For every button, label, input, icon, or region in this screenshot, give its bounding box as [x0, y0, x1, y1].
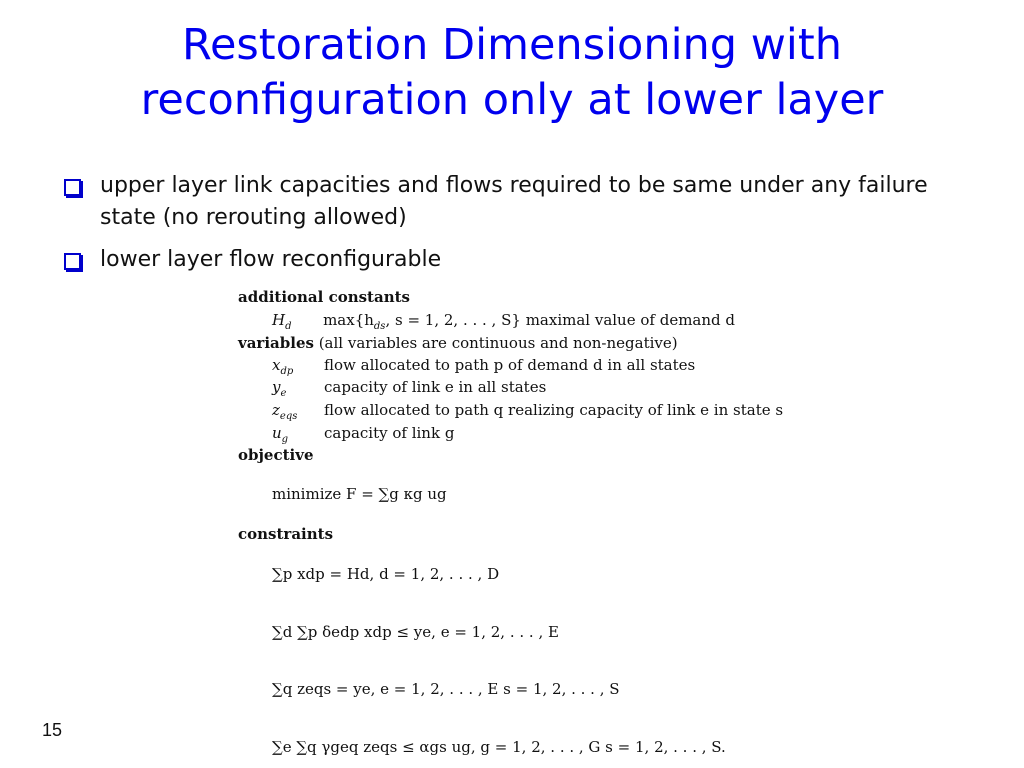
variable-row [272, 424, 288, 445]
variable-description: flow allocated to path p of demand d in all states [324, 356, 696, 374]
bullet-list [64, 170, 964, 286]
bullet-item [64, 244, 964, 276]
title-line-2: reconfiguration only at lower layer [140, 75, 884, 125]
variable-symbol: y [272, 378, 281, 396]
variable-description: capacity of link e in all states [324, 378, 547, 396]
variable-description: capacity of link g [324, 424, 455, 442]
constant-symbol: H [272, 311, 286, 329]
constraint-1: ∑p xdp = Hd, d = 1, 2, . . . , D [272, 565, 500, 583]
title-line-1: Restoration Dimensioning with [182, 20, 842, 70]
variable-subscript: dp [280, 366, 294, 377]
constant-expression-subscript: ds [373, 321, 386, 332]
constant-expression: max{h [323, 311, 374, 329]
checkbox-bullet-icon [64, 179, 81, 196]
checkbox-bullet-icon [64, 253, 81, 270]
slide-title [0, 18, 1024, 128]
variables-heading-row [238, 334, 678, 352]
variable-symbol: u [272, 424, 282, 442]
constant-expression-rest: , s = 1, 2, . . . , S} [385, 311, 521, 329]
constraints-heading: constraints [238, 525, 334, 543]
variable-row [272, 378, 286, 399]
constraint-2: ∑d ∑p δedp xdp ≤ ye, e = 1, 2, . . . , E [272, 623, 559, 641]
variable-subscript: e [280, 388, 287, 399]
bullet-text: lower layer flow reconfigurable [100, 247, 442, 272]
constant-description: maximal value of demand d [520, 311, 735, 329]
variable-subscript: g [281, 434, 289, 445]
constraint-4: ∑e ∑q γgeq zeqs ≤ αgs ug, g = 1, 2, . . . , G s = 1, 2, . . . , S. [272, 738, 726, 756]
variable-symbol: z [272, 401, 280, 419]
bullet-item [64, 170, 964, 234]
variable-symbol: x [272, 356, 281, 374]
constant-subscript: d [285, 321, 292, 332]
variables-note: (all variables are continuous and non-negative) [313, 334, 678, 352]
constant-H-row [272, 311, 735, 332]
variable-subscript: eqs [279, 411, 298, 422]
additional-constants-heading: additional constants [238, 288, 410, 306]
variable-description: flow allocated to path q realizing capacity of link e in state s [324, 401, 784, 419]
constraint-3: ∑q zeqs = ye, e = 1, 2, . . . , E s = 1, 2, . . . , S [272, 680, 620, 698]
variable-row [272, 401, 297, 422]
objective-heading: objective [238, 446, 314, 464]
bullet-text: upper layer link capacities and flows required to be same under any failure state (no rerouting allowed) [100, 173, 928, 230]
page-number: 15 [42, 720, 63, 740]
variables-heading: variables [238, 334, 314, 352]
objective-expression: minimize F = ∑g κg ug [272, 485, 447, 503]
variable-row [272, 356, 293, 377]
